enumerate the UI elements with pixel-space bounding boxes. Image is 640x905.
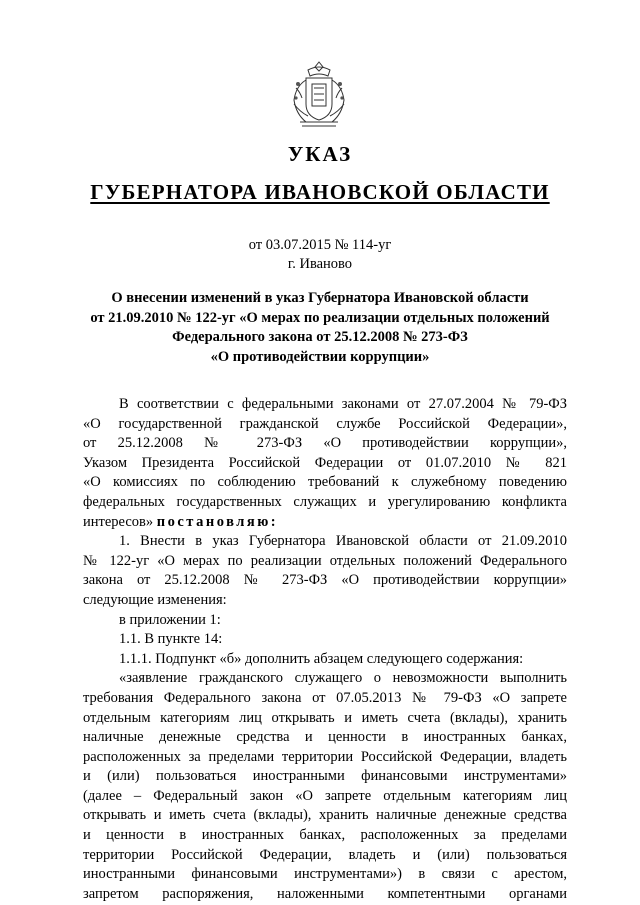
subject-line: от 21.09.2010 № 122-уг «О мерах по реализации отдельных положений [90, 309, 550, 326]
body-line: иностранными финансовыми инструментами») в связи с арестом, [83, 866, 567, 883]
body-line: 1.1. В пункте 14: [119, 631, 223, 648]
body-line: В соответствии с федеральными законами от 27.07.2004 № 79-ФЗ [119, 396, 567, 412]
subject-line: Федерального закона от 25.12.2008 № 273-ФЗ [172, 329, 468, 345]
body-line: следующие изменения: [83, 591, 227, 608]
document-title: УКАЗ [287, 142, 353, 166]
body-line: требования Федерального закона от 07.05.2013 № 79-ФЗ «О запрете [83, 689, 567, 706]
subject-line: «О противодействии коррупции» [210, 348, 430, 365]
document-issuer: ГУБЕРНАТОРА ИВАНОВСКОЙ ОБЛАСТИ [90, 180, 550, 204]
body-line: 1.1.1. Подпункт «б» дополнить абзацем следующего содержания: [119, 650, 524, 667]
document-subject [70, 289, 570, 367]
body-line: 1. Внести в указ Губернатора Ивановской области от 21.09.2010 [119, 533, 567, 550]
body-line: открывать и иметь счета (вклады), хранить наличные денежные средства [83, 807, 567, 824]
body-line: «заявление гражданского служащего о невозможности выполнить [119, 670, 567, 687]
body-line: интересов» постановляю: [83, 513, 279, 530]
body-line: от 25.12.2008 № 273-ФЗ «О противодействии коррупции», [83, 435, 567, 452]
body-line: (далее – Федеральный закон «О запрете отдельным категориям лиц [83, 787, 567, 804]
subject-line: О внесении изменений в указ Губернатора Ивановской области [111, 290, 529, 306]
document-date-number: от 03.07.2015 № 114-уг [248, 237, 392, 253]
body-line: территории Российской Федерации, владеть и (или) пользоваться [83, 846, 567, 863]
body-line: отдельным категориям лиц открывать и иметь счета (вклады), хранить [83, 709, 567, 726]
body-line: и (или) пользоваться иностранными финансовыми инструментами» [83, 768, 567, 785]
body-line: запретом распоряжения, наложенными компетентными органами [83, 885, 567, 902]
decree-word: постановляю: [156, 513, 279, 530]
document-city: г. Иваново [287, 256, 353, 272]
body-line: и ценности в иностранных банках, расположенных за пределами [83, 827, 567, 844]
body-line: Указом Президента Российской Федерации от 01.07.2010 № 821 [83, 454, 567, 471]
body-line: расположенных за пределами территории Российской Федерации, владеть [83, 748, 567, 765]
body-line: закона от 25.12.2008 № 273-ФЗ «О противодействии коррупции» [83, 572, 567, 589]
coat-of-arms-icon [288, 58, 350, 130]
body-line: в приложении 1: [119, 611, 221, 628]
body-line: наличные денежные средства и ценности в иностранных банках, [83, 729, 567, 746]
body-line: № 122-уг «О мерах по реализации отдельных положений Федерального [83, 552, 567, 569]
body-line: «О комиссиях по соблюдению требований к служебному поведению [83, 474, 567, 491]
document-body [83, 395, 567, 904]
body-line: «О государственной гражданской службе Российской Федерации», [83, 415, 567, 432]
body-line: федеральных государственных служащих и урегулированию конфликта [83, 493, 567, 510]
